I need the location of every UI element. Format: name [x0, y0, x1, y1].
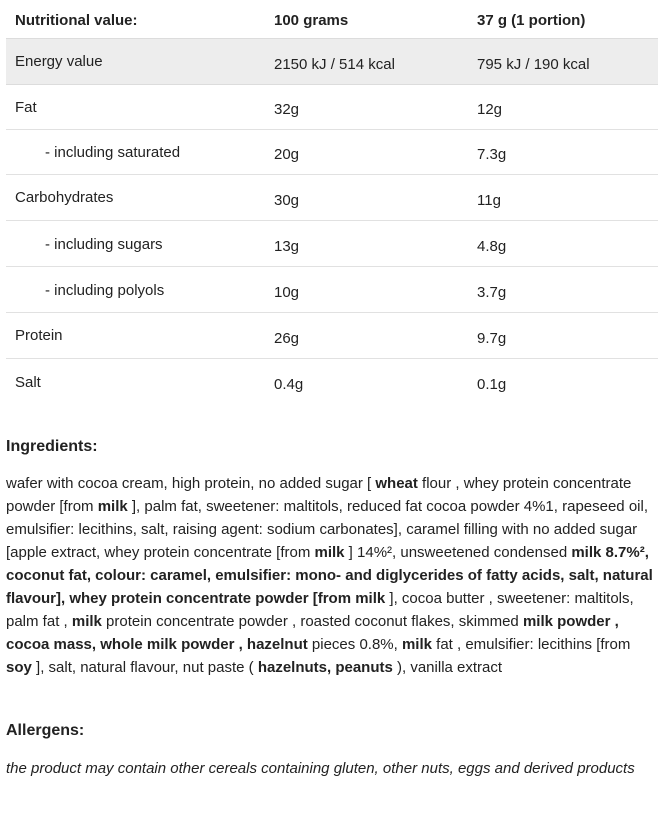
row-label: - including polyols: [45, 282, 165, 299]
header-100-grams: 100 grams: [274, 12, 349, 29]
ingredients-title: Ingredients:: [6, 438, 98, 455]
ingredients-allergen: milk powder , cocoa mass, whole milk powder , hazelnut: [6, 613, 619, 653]
nutrition-table-header: [6, 0, 658, 38]
row-value-portion: 0.1g: [477, 376, 507, 393]
table-row-protein: [6, 313, 658, 359]
ingredients-segment: flour , whey protein concentrate powder [from: [6, 475, 632, 515]
ingredients-segment: ], cocoa butter , sweetener: maltitols, palm fat ,: [6, 590, 634, 630]
row-value-100g: 20g: [274, 146, 300, 163]
row-value-100g: 32g: [274, 101, 300, 118]
row-value-portion: 4.8g: [477, 238, 507, 255]
allergens-title: Allergens:: [6, 722, 85, 739]
row-value-100g: 10g: [274, 284, 300, 301]
table-row-saturated: [6, 130, 658, 175]
ingredients-text: [6, 472, 658, 679]
row-label: Salt: [15, 374, 41, 391]
ingredients-allergen: milk: [97, 498, 128, 515]
allergens-text: the product may contain other cereals containing gluten, other nuts, eggs and derived products: [6, 760, 635, 777]
ingredients-segment: ], salt, natural flavour, nut paste (: [31, 659, 258, 676]
ingredients-segment: ] 14%², unsweetened condensed: [344, 544, 572, 561]
table-row-fat: [6, 85, 658, 130]
row-value-portion: 11g: [477, 192, 501, 209]
row-value-100g: 13g: [274, 238, 300, 255]
row-label: - including sugars: [45, 236, 163, 253]
row-value-portion: 9.7g: [477, 330, 507, 347]
row-value-portion: 7.3g: [477, 146, 507, 163]
ingredients-segment: ), vanilla extract: [392, 659, 503, 676]
row-label: Energy value: [15, 53, 103, 70]
ingredients-segment: pieces 0.8%,: [307, 636, 402, 653]
ingredients-segment: wafer with cocoa cream, high protein, no added sugar [: [6, 475, 376, 492]
ingredients-allergen: soy: [6, 659, 32, 676]
ingredients-allergen: milk: [401, 636, 432, 653]
row-value-portion: 3.7g: [477, 284, 507, 301]
row-value-100g: 2150 kJ / 514 kcal: [274, 56, 395, 73]
row-label: Carbohydrates: [15, 189, 114, 206]
ingredients-allergen: hazelnuts, peanuts: [257, 659, 393, 676]
nutrition-table: [6, 0, 658, 404]
ingredients-allergen: wheat: [375, 475, 418, 492]
row-value-100g: 30g: [274, 192, 300, 209]
ingredients-segment: fat , emulsifier: lecithins [from: [431, 636, 631, 653]
table-row-carbohydrates: [6, 175, 658, 221]
header-nutritional-value: Nutritional value:: [15, 12, 138, 29]
table-row-salt: [6, 359, 658, 404]
table-row-polyols: [6, 267, 658, 313]
table-row-sugars: [6, 221, 658, 267]
row-label: - including saturated: [45, 144, 181, 161]
ingredients-segment: protein concentrate powder , roasted coconut flakes, skimmed: [101, 613, 523, 630]
header-portion: 37 g (1 portion): [477, 12, 586, 29]
ingredients-allergen: milk: [314, 544, 345, 561]
row-value-100g: 0.4g: [274, 376, 304, 393]
ingredients-allergen: milk: [71, 613, 102, 630]
ingredients-allergen: milk 8.7%², coconut fat, colour: caramel, emulsifier: mono- and diglycerides of fatty acids, salt, natural flavour], whey protein concentrate powder [from milk: [6, 544, 653, 607]
row-value-portion: 795 kJ / 190 kcal: [477, 56, 590, 73]
row-value-portion: 12g: [477, 101, 503, 118]
row-label: Fat: [15, 99, 37, 116]
table-row-energy: [6, 38, 658, 85]
row-value-100g: 26g: [274, 330, 300, 347]
row-label: Protein: [15, 327, 63, 344]
ingredients-segment: ], palm fat, sweetener: maltitols, reduced fat cocoa powder 4%1, rapeseed oil, emulsifier: lecithins, salt, raising agent: sodium carbonates], caramel filling with no added sugar [apple extract, whey protein concentrate [from: [6, 498, 648, 561]
